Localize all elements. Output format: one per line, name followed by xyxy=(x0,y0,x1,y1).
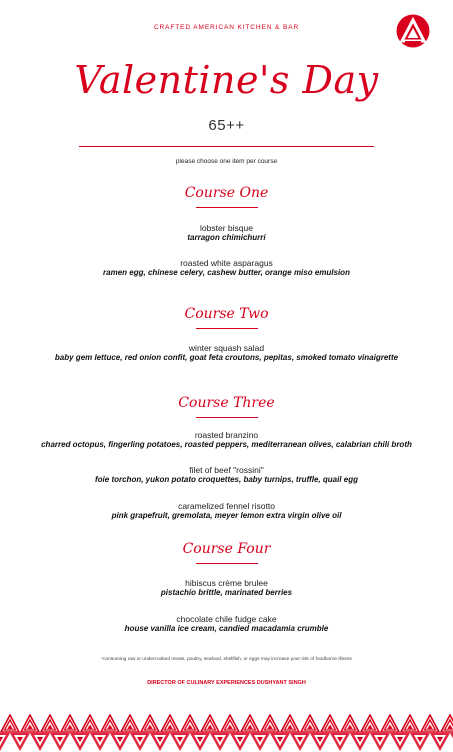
dish-name: caramelized fennel risotto xyxy=(178,501,275,511)
dish-description: foie torchon, yukon potato croquettes, baby turnips, truffle, quail egg xyxy=(95,475,358,484)
dish-name: filet of beef "rossini" xyxy=(189,465,264,475)
dish-name: hibiscus crème brulee xyxy=(185,578,268,588)
course-three-header xyxy=(0,395,453,418)
course-divider xyxy=(196,207,258,208)
course-title: Course Two xyxy=(184,306,269,322)
red-triangle-pattern-border xyxy=(0,714,453,752)
menu-item xyxy=(0,465,453,485)
menu-price: 65++ xyxy=(208,117,245,134)
dish-description: charred octopus, fingerling potatoes, roasted peppers, mediterranean olives, calabrian chili broth xyxy=(41,440,412,449)
dish-name: roasted white asparagus xyxy=(180,258,273,268)
menu-item xyxy=(0,258,453,278)
dish-description: baby gem lettuce, red onion confit, goat feta croutons, pepitas, smoked tomato vinaigrette xyxy=(54,353,399,362)
course-divider xyxy=(196,417,258,418)
menu-item xyxy=(0,614,453,634)
course-title: Course Four xyxy=(182,541,271,557)
menu-item xyxy=(0,430,453,450)
course-title: Course Three xyxy=(178,395,275,411)
course-four-header xyxy=(0,541,453,564)
title-divider xyxy=(79,146,374,147)
course-title: Course One xyxy=(184,185,269,201)
menu-title: Valentine's Day xyxy=(74,58,379,102)
menu-item xyxy=(0,223,453,243)
dish-description: pink grapefruit, gremolata, meyer lemon extra virgin olive oil xyxy=(111,511,342,520)
menu-instruction: please choose one item per course xyxy=(175,158,278,165)
dish-description: house vanilla ice cream, candied macadamia crumble xyxy=(124,624,329,633)
restaurant-tagline: CRAFTED AMERICAN KITCHEN & BAR xyxy=(153,24,300,31)
dish-name: roasted branzino xyxy=(194,430,259,440)
food-safety-disclaimer: *consuming raw or undercooked meats, poultry, seafood, shellfish, or eggs may increase your risk of foodborne illness xyxy=(101,657,352,662)
dish-description: pistachio brittle, marinated berries xyxy=(160,588,293,597)
a-triangle-logo-icon xyxy=(396,14,430,48)
menu-item xyxy=(0,343,453,363)
course-two-header xyxy=(0,306,453,329)
course-divider xyxy=(196,563,258,564)
course-one-header xyxy=(0,185,453,208)
dish-name: winter squash salad xyxy=(188,343,265,353)
course-divider xyxy=(196,328,258,329)
dish-description: tarragon chimichurri xyxy=(187,233,266,242)
dish-name: chocolate chile fudge cake xyxy=(176,614,277,624)
director-credit: DIRECTOR OF CULINARY EXPERIENCES DUSHYANT SINGH xyxy=(147,680,306,686)
dish-name: lobster bisque xyxy=(200,223,253,233)
menu-item xyxy=(0,578,453,598)
dish-description: ramen egg, chinese celery, cashew butter, orange miso emulsion xyxy=(103,268,350,277)
menu-item xyxy=(0,501,453,521)
